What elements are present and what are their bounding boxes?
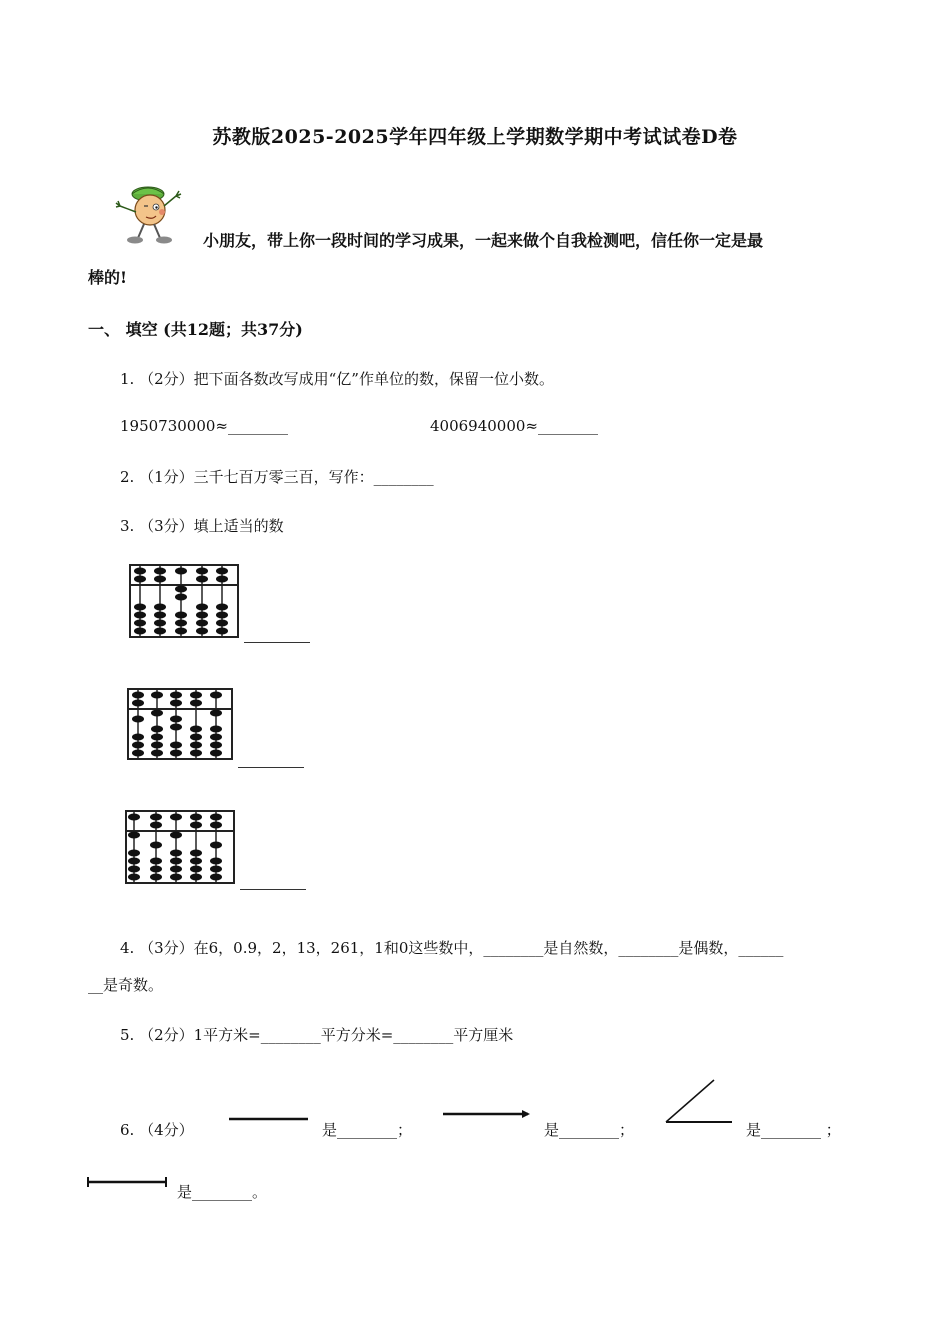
- line-segment-icon: [228, 1114, 310, 1124]
- angle-icon: [662, 1077, 734, 1127]
- abacus-icon: [126, 687, 234, 763]
- question-4-line-1: 4. （3分）在6，0.9，2，13，261，1和0这些数中，________是自然数，________是偶数，______: [120, 939, 784, 957]
- intro-line-1: 小朋友，带上你一段时间的学习成果，一起来做个自我检测吧，信任你一定是最: [203, 231, 764, 250]
- ray-icon: [442, 1109, 532, 1119]
- abacus-2-answer-blank: [238, 767, 304, 768]
- abacus-1-answer-blank: [244, 642, 310, 643]
- abacus-icon: [124, 809, 236, 887]
- question-1: 1. （2分）把下面各数改写成用“亿”作单位的数，保留一位小数。: [120, 370, 554, 388]
- abacus-icon: [128, 563, 240, 641]
- intro-line-2: 棒的!: [88, 268, 128, 287]
- question-6-part-1: 是________；: [322, 1121, 413, 1139]
- abacus-3-answer-blank: [240, 889, 306, 890]
- question-1-item-b: 4006940000≈________: [430, 417, 599, 435]
- mascot-icon: [108, 180, 190, 246]
- question-2: 2. （1分）三千七百万零三百，写作：________: [120, 468, 434, 486]
- question-5: 5. （2分）1平方米=________平方分米=________平方厘米: [120, 1026, 514, 1044]
- question-1-item-a: 1950730000≈________: [120, 417, 289, 435]
- question-6-part-4: 是________。: [177, 1183, 268, 1201]
- question-6-part-3: 是________ ；: [746, 1121, 841, 1139]
- question-4-line-2: __是奇数。: [88, 976, 164, 994]
- section-header: 一、 填空 (共12题；共37分): [88, 320, 303, 339]
- page-title: 苏教版2025-2025学年四年级上学期数学期中考试试卷D卷: [212, 126, 738, 148]
- question-6-prefix: 6. （4分）: [120, 1121, 194, 1139]
- question-3: 3. （3分）填上适当的数: [120, 517, 284, 535]
- question-6-part-2: 是________；: [544, 1121, 635, 1139]
- line-with-endpoints-icon: [86, 1176, 170, 1188]
